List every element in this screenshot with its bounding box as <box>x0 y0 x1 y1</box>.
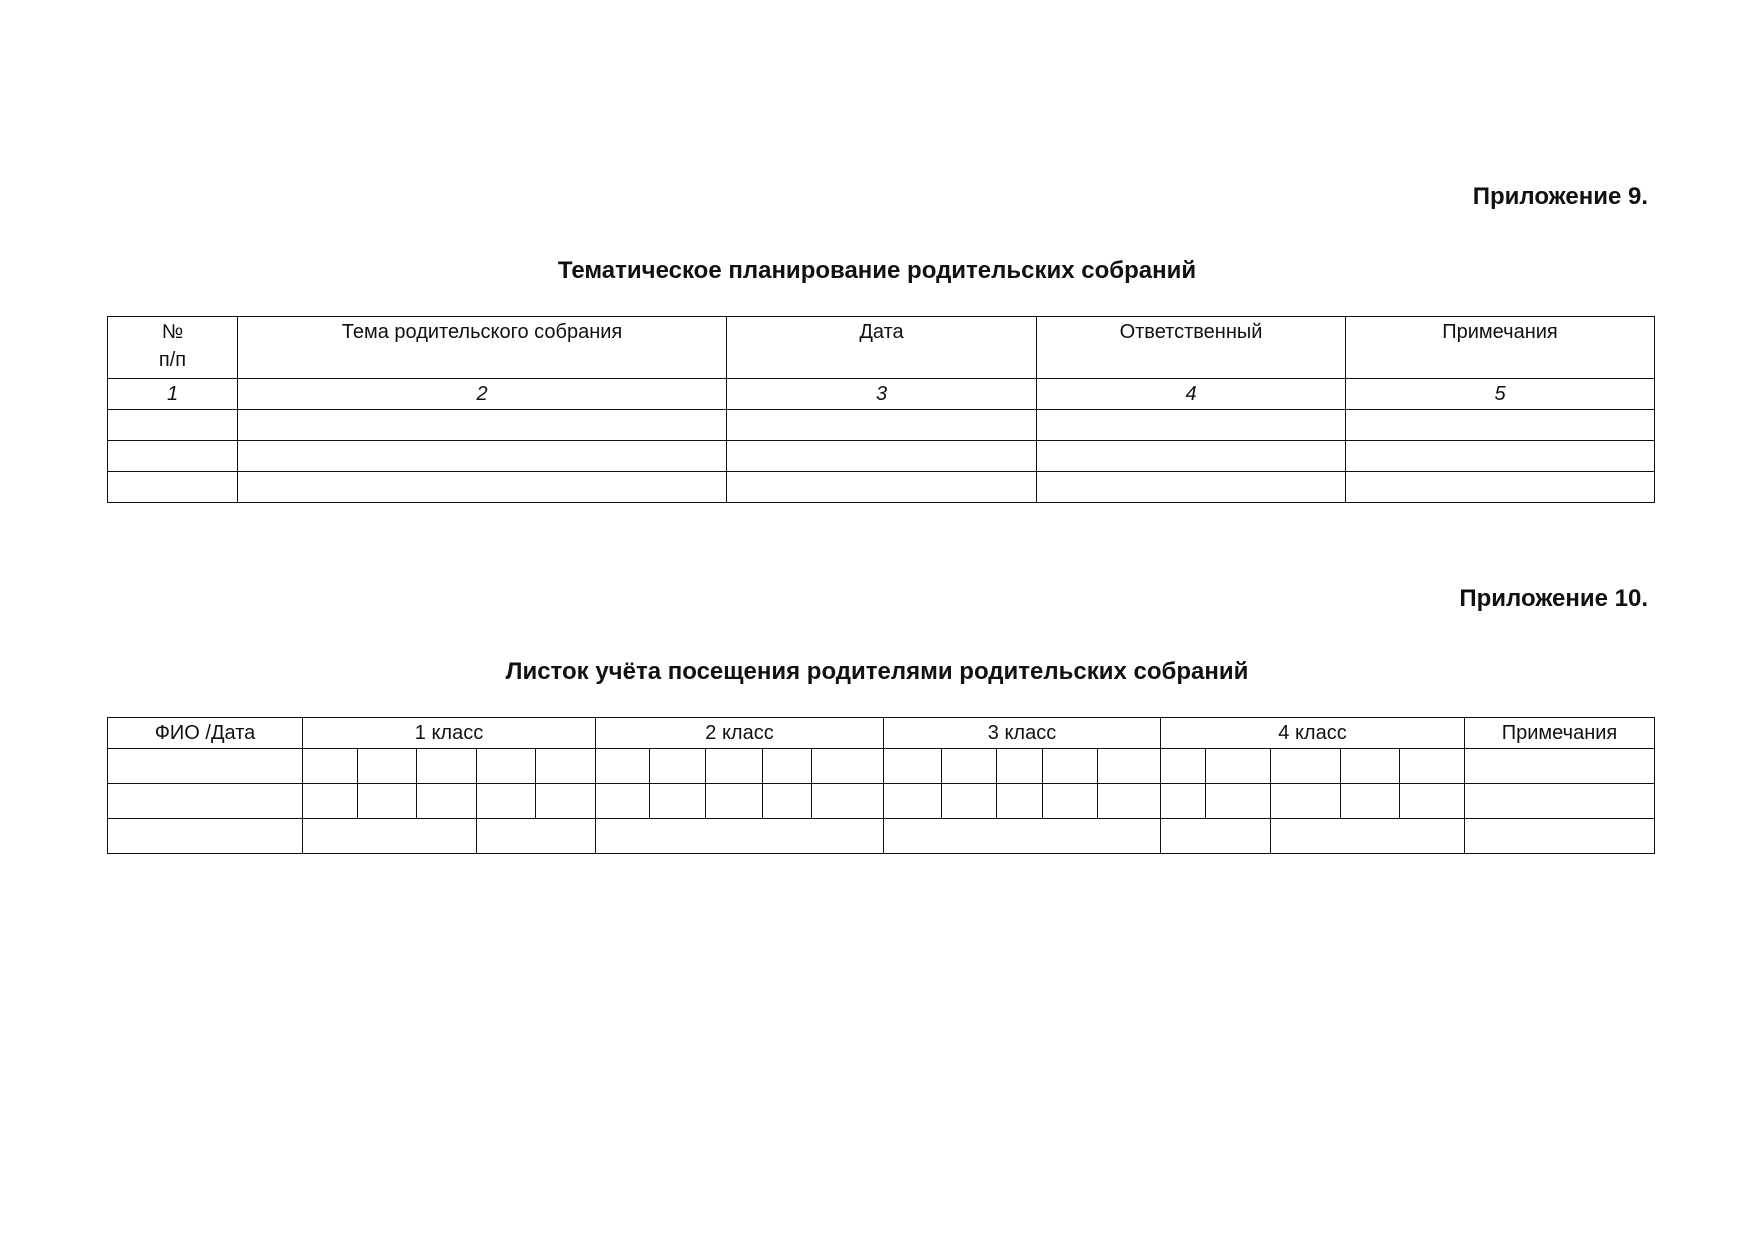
table-cell[interactable] <box>997 784 1043 819</box>
column-number: 4 <box>1037 379 1346 410</box>
table-cell[interactable] <box>238 472 727 503</box>
header-topic: Тема родительского собрания <box>238 317 727 379</box>
table-cell[interactable] <box>1341 784 1400 819</box>
table-cell[interactable] <box>1465 749 1655 784</box>
table-cell[interactable] <box>1465 819 1655 854</box>
table-cell[interactable] <box>1161 784 1206 819</box>
header-responsible: Ответственный <box>1037 317 1346 379</box>
table-cell[interactable] <box>108 784 303 819</box>
table-cell[interactable] <box>884 749 942 784</box>
header-class-4: 4 класс <box>1161 718 1465 749</box>
header-number: № п/п <box>108 317 238 379</box>
appendix-10-title: Листок учёта посещения родителями родительских собраний <box>505 658 1249 685</box>
table-cell[interactable] <box>727 472 1037 503</box>
table-cell[interactable] <box>1346 441 1655 472</box>
table-cell[interactable] <box>884 784 942 819</box>
table-cell[interactable] <box>1271 819 1465 854</box>
header-class-1: 1 класс <box>303 718 596 749</box>
table-cell[interactable] <box>727 441 1037 472</box>
table-cell[interactable] <box>1400 749 1465 784</box>
header-notes: Примечания <box>1346 317 1655 379</box>
table-row <box>108 749 1655 784</box>
table-cell[interactable] <box>417 784 477 819</box>
header-date: Дата <box>727 317 1037 379</box>
table-cell[interactable] <box>942 784 997 819</box>
table-row <box>108 784 1655 819</box>
table-cell[interactable] <box>942 749 997 784</box>
table-cell[interactable] <box>596 749 650 784</box>
appendix-9-label: Приложение 9. <box>1472 183 1648 210</box>
column-number: 1 <box>108 379 238 410</box>
table-cell[interactable] <box>536 749 596 784</box>
table-cell[interactable] <box>1271 749 1341 784</box>
table-cell[interactable] <box>596 819 884 854</box>
table-cell[interactable] <box>238 441 727 472</box>
table-row <box>108 410 1655 441</box>
table-cell[interactable] <box>1206 784 1271 819</box>
table-row <box>108 819 1655 854</box>
table-cell[interactable] <box>1346 472 1655 503</box>
table-cell[interactable] <box>303 749 358 784</box>
header-notes: Примечания <box>1465 718 1655 749</box>
table-cell[interactable] <box>650 784 706 819</box>
table-cell[interactable] <box>812 749 884 784</box>
table-cell[interactable] <box>417 749 477 784</box>
meeting-plan-table <box>107 316 1655 503</box>
table-cell[interactable] <box>477 749 536 784</box>
table-cell[interactable] <box>358 749 417 784</box>
table-cell[interactable] <box>303 784 358 819</box>
table-cell[interactable] <box>1161 749 1206 784</box>
appendix-10-label: Приложение 10. <box>1459 585 1648 612</box>
table-cell[interactable] <box>108 749 303 784</box>
appendix-9-title: Тематическое планирование родительских собраний <box>557 257 1197 284</box>
header-name-date: ФИО /Дата <box>108 718 303 749</box>
table-cell[interactable] <box>1161 819 1271 854</box>
table-cell[interactable] <box>1271 784 1341 819</box>
table-cell[interactable] <box>706 784 763 819</box>
table-cell[interactable] <box>1037 472 1346 503</box>
table-cell[interactable] <box>1346 410 1655 441</box>
header-class-2: 2 класс <box>596 718 884 749</box>
table-cell[interactable] <box>763 784 812 819</box>
table-cell[interactable] <box>238 410 727 441</box>
table-cell[interactable] <box>884 819 1161 854</box>
table-cell[interactable] <box>1400 784 1465 819</box>
column-number: 2 <box>238 379 727 410</box>
column-number-row <box>108 379 1655 410</box>
column-number: 3 <box>727 379 1037 410</box>
table-cell[interactable] <box>1098 749 1161 784</box>
table-cell[interactable] <box>303 819 477 854</box>
table-cell[interactable] <box>108 441 238 472</box>
attendance-table <box>107 717 1655 854</box>
table-cell[interactable] <box>536 784 596 819</box>
table-header-row <box>108 718 1655 749</box>
table-cell[interactable] <box>108 819 303 854</box>
table-cell[interactable] <box>1037 441 1346 472</box>
table-row <box>108 441 1655 472</box>
table-cell[interactable] <box>108 410 238 441</box>
table-cell[interactable] <box>1037 410 1346 441</box>
table-cell[interactable] <box>108 472 238 503</box>
table-cell[interactable] <box>763 749 812 784</box>
table-cell[interactable] <box>812 784 884 819</box>
table-cell[interactable] <box>1043 784 1098 819</box>
table-cell[interactable] <box>1206 749 1271 784</box>
column-number: 5 <box>1346 379 1655 410</box>
table-cell[interactable] <box>477 819 596 854</box>
table-cell[interactable] <box>650 749 706 784</box>
table-header-row <box>108 317 1655 379</box>
table-row <box>108 472 1655 503</box>
table-cell[interactable] <box>1098 784 1161 819</box>
table-cell[interactable] <box>727 410 1037 441</box>
table-cell[interactable] <box>358 784 417 819</box>
table-cell[interactable] <box>1341 749 1400 784</box>
table-cell[interactable] <box>1043 749 1098 784</box>
table-cell[interactable] <box>1465 784 1655 819</box>
header-class-3: 3 класс <box>884 718 1161 749</box>
table-cell[interactable] <box>706 749 763 784</box>
table-cell[interactable] <box>596 784 650 819</box>
table-cell[interactable] <box>997 749 1043 784</box>
table-cell[interactable] <box>477 784 536 819</box>
